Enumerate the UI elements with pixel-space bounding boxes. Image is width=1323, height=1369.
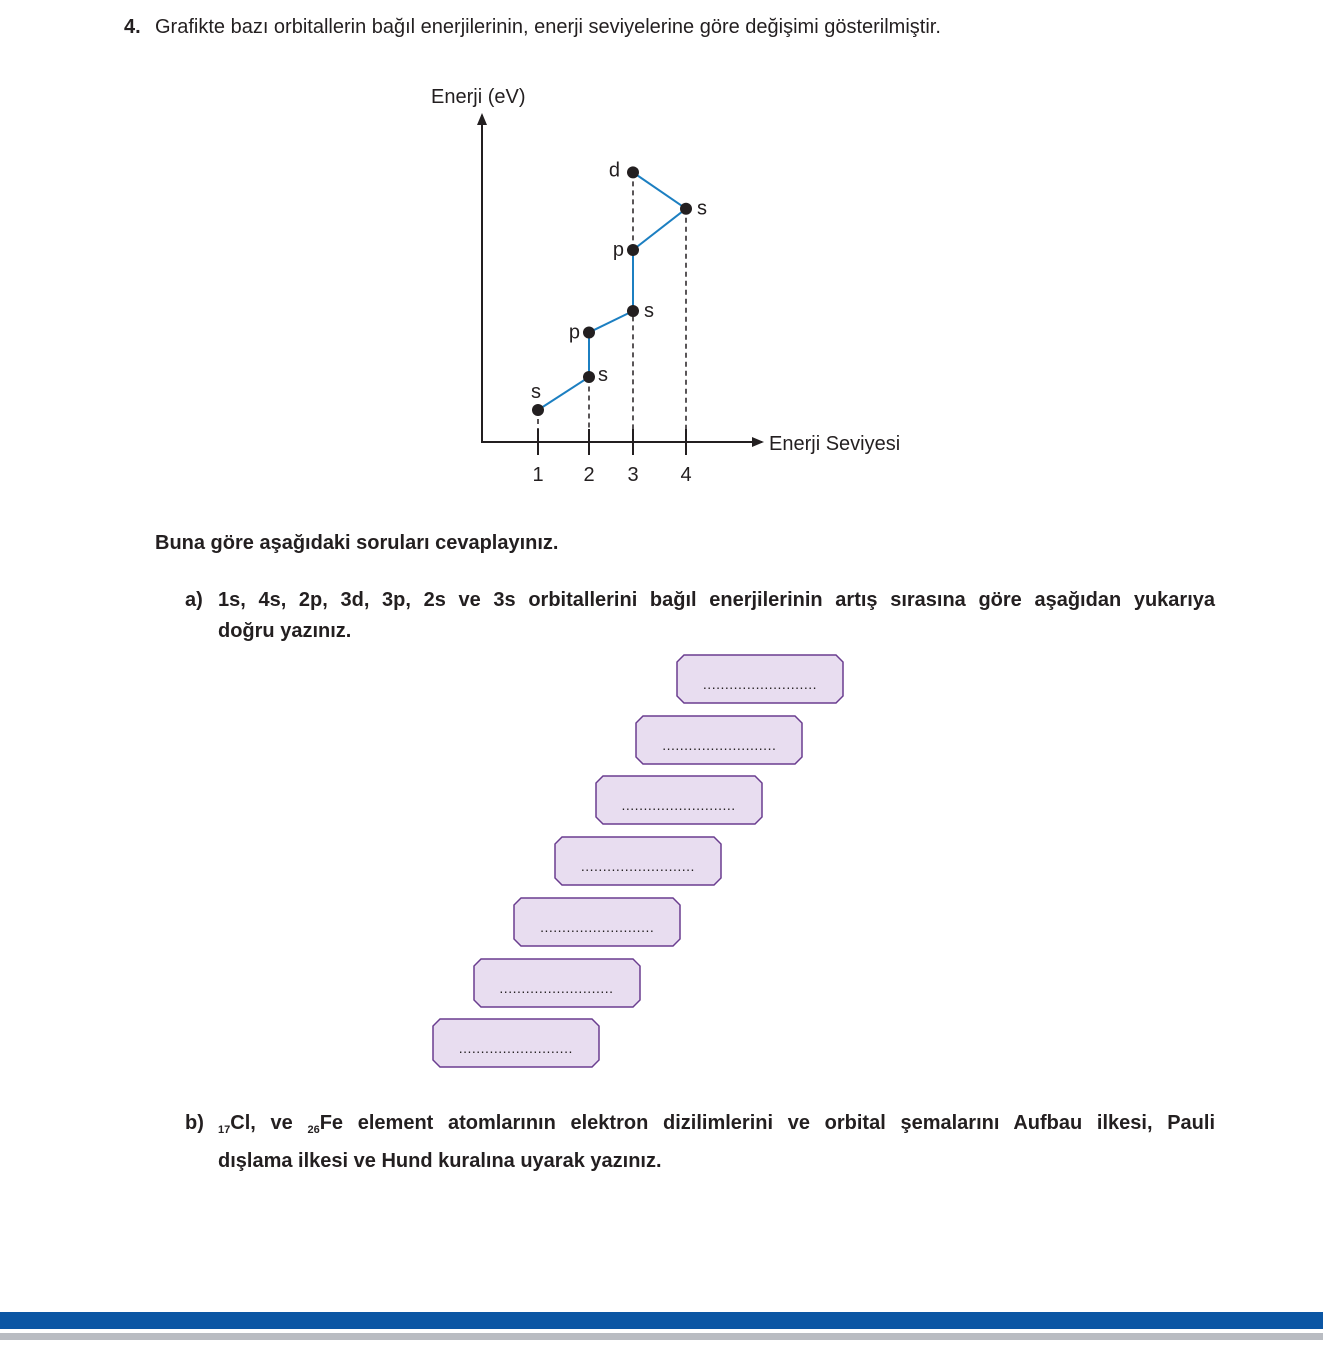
answer-step-box[interactable] [473, 958, 641, 1008]
answer-blank: .......................... [621, 797, 736, 814]
series-segment [589, 311, 633, 332]
part-a-label: a) [185, 589, 203, 611]
data-point [583, 326, 595, 338]
question-number: 4. [124, 16, 141, 38]
point-label: s [697, 197, 707, 220]
part-a [185, 585, 1215, 647]
point-label: s [598, 364, 608, 386]
x-tick-label: 1 [532, 464, 544, 486]
y-axis-label: Enerji (eV) [431, 86, 526, 108]
point-label: s [531, 381, 541, 403]
point-label: p [568, 321, 580, 344]
answer-blank: .......................... [458, 1040, 573, 1057]
point-label: p [612, 238, 624, 261]
cl-atomic-number: 17 [218, 1124, 231, 1136]
point-label: d [608, 159, 620, 182]
answer-step-box[interactable] [635, 715, 803, 765]
part-b-label: b) [185, 1112, 204, 1134]
data-point [680, 203, 692, 215]
part-b-text-continued: dışlama ilkesi ve Hund kuralına uyarak yazınız. [218, 1150, 662, 1172]
answer-step-box[interactable] [676, 654, 844, 704]
x-tick-label: 3 [627, 464, 639, 486]
data-point [627, 244, 639, 256]
part-b-text-2: Fe element atomlarının elektron dizilimlerini ve orbital şemalarını Aufbau ilkesi, Pauli [319, 1112, 1216, 1134]
series-segment [633, 209, 686, 250]
data-point [627, 166, 639, 178]
answer-step-box[interactable] [432, 1018, 600, 1068]
answer-blank: .......................... [662, 736, 777, 753]
energy-chart [0, 0, 1323, 520]
question-text: Grafikte bazı orbitallerin bağıl enerjilerinin, enerji seviyelerine göre değişimi gösterilmiştir. [155, 16, 941, 38]
series-segment [538, 377, 589, 410]
part-b-text [218, 1108, 1215, 1146]
x-tick-label: 2 [583, 464, 595, 486]
fe-atomic-number: 26 [307, 1124, 320, 1136]
footer-gray-bar [0, 1333, 1323, 1340]
answer-blank: .......................... [540, 918, 655, 935]
series-segment [633, 172, 686, 208]
footer-blue-bar [0, 1312, 1323, 1329]
data-point [583, 371, 595, 383]
answer-step-box[interactable] [595, 775, 763, 825]
answer-blank: .......................... [580, 858, 695, 875]
part-a-text-continued: doğru yazınız. [218, 620, 352, 642]
part-b [185, 1108, 1215, 1177]
answer-blank: .......................... [702, 676, 818, 692]
data-point [627, 305, 639, 317]
part-b-text-1: Cl, ve [230, 1112, 308, 1134]
answer-step-box[interactable] [554, 836, 722, 886]
x-axis-label: Enerji Seviyesi [769, 433, 901, 455]
instruction-text: Buna göre aşağıdaki soruları cevaplayınız. [155, 532, 559, 554]
point-label: s [644, 300, 654, 322]
answer-blank: .......................... [499, 979, 614, 996]
answer-step-box[interactable] [513, 897, 681, 947]
x-tick-label: 4 [680, 464, 692, 486]
data-point [532, 404, 544, 416]
part-a-text: 1s, 4s, 2p, 3d, 3p, 2s ve 3s orbitallerini bağıl enerjilerinin artış sırasına göre aşağıdan yukarıya [218, 589, 1215, 611]
